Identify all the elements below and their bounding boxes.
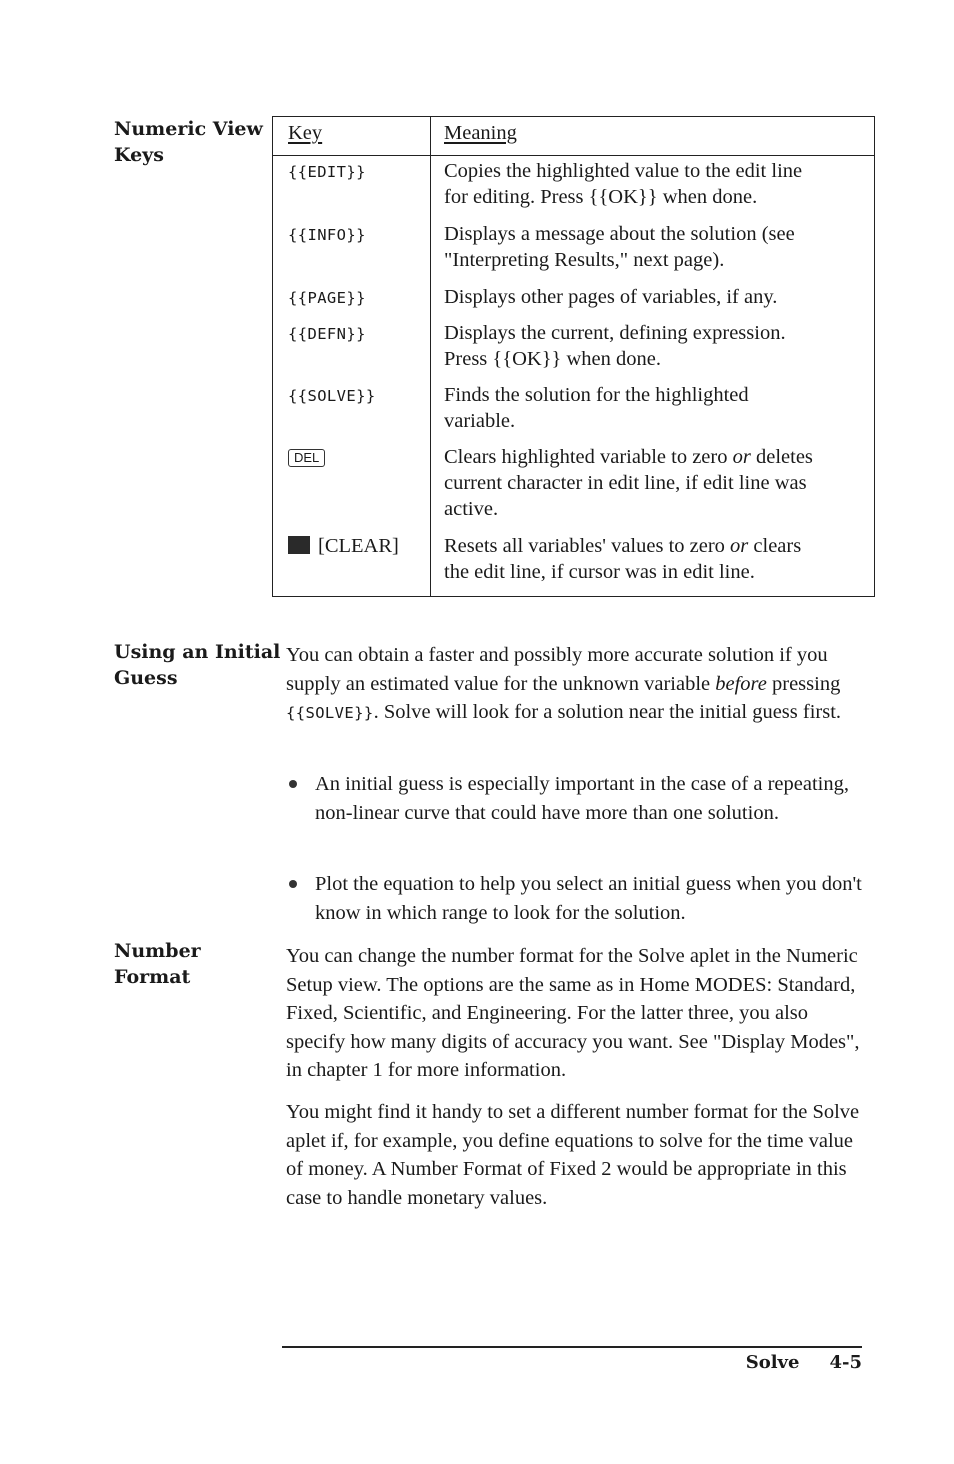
meaning-line: active. xyxy=(444,498,499,520)
table-row-meaning xyxy=(444,158,864,210)
numeric-view-keys-table xyxy=(272,116,875,597)
heading-line: Number xyxy=(114,940,201,962)
heading-line: Guess xyxy=(114,667,178,689)
meaning-line: Finds the solution for the highlighted xyxy=(444,384,749,406)
table-key-edit: {{EDIT}} xyxy=(288,163,366,181)
table-row-meaning xyxy=(444,320,864,372)
section-heading-number-format xyxy=(114,938,284,990)
del-key-icon: DEL xyxy=(288,449,325,467)
table-row-meaning xyxy=(444,533,864,585)
bullet-item xyxy=(286,770,866,827)
number-format-paragraph-2: You might find it handy to set a different number format for the Solve aplet if, for example, you define equations to solve for the time value of money. A Number Format of Fixed 2 would be appropriate in this case to handle monetary values. xyxy=(286,1101,860,1209)
meaning-line: current character in edit line, if edit line was xyxy=(444,472,807,494)
paragraph-emphasis: before xyxy=(715,672,767,695)
table-row-meaning xyxy=(444,444,864,522)
table-row-meaning xyxy=(444,221,864,273)
paragraph-text: You can obtain a faster and possibly more accurate solution if you supply an estimated value for the unknown variable xyxy=(286,644,828,695)
page-footer xyxy=(746,1352,862,1373)
solve-key-ref: {{SOLVE}} xyxy=(286,704,374,722)
heading-line: Using an Initial xyxy=(114,641,281,663)
heading-line: Keys xyxy=(114,144,164,166)
meaning-line: variable. xyxy=(444,410,516,432)
paragraph-text: . Solve will look for a solution near the initial guess first. xyxy=(373,701,842,723)
meaning-line: Copies the highlighted value to the edit line xyxy=(444,160,803,182)
shift-key-icon xyxy=(288,536,310,554)
table-key-clear xyxy=(288,533,423,559)
table-key-solve: {{SOLVE}} xyxy=(288,387,376,405)
footer-chapter: Solve xyxy=(745,1352,800,1373)
heading-line: Format xyxy=(114,966,191,988)
meaning-line: Displays a message about the solution (see xyxy=(444,223,795,245)
meaning-line: Clears highlighted variable to zero or deletes xyxy=(444,446,813,468)
meaning-line: Displays the current, defining expression. xyxy=(444,322,786,344)
bullet-text: An initial guess is especially important in the case of a repeating, non-linear curve that could have more than one solution. xyxy=(315,773,849,824)
clear-key-label: [CLEAR] xyxy=(318,535,399,557)
table-column-divider xyxy=(430,117,431,596)
meaning-line: Displays other pages of variables, if any. xyxy=(444,286,778,308)
bullet-dot-icon xyxy=(289,880,297,888)
meaning-line: for editing. Press {{OK}} when done. xyxy=(444,186,758,208)
table-key-info: {{INFO}} xyxy=(288,226,366,244)
number-format-paragraph-1: You can change the number format for the Solve aplet in the Numeric Setup view. The options are the same as in Home MODES: Standard, Fixed, Scientific, and Engineering. For the latter three, you also specify how many digits of accuracy you want. See "Display Modes", in chapter 1 for more information. xyxy=(286,945,860,1081)
section-heading-initial-guess xyxy=(114,639,284,691)
paragraph-text: pressing xyxy=(766,672,841,695)
meaning-line: Press {{OK}} when done. xyxy=(444,348,662,370)
table-header-meaning: Meaning xyxy=(444,122,517,144)
table-header-divider xyxy=(273,155,874,156)
initial-guess-paragraph xyxy=(286,641,866,728)
bullet-text: Plot the equation to help you select an initial guess when you don't know in which range to look for the solution. xyxy=(315,873,862,924)
table-key-del xyxy=(288,443,423,469)
table-row-meaning xyxy=(444,382,864,434)
meaning-line: Resets all variables' values to zero or clears xyxy=(444,535,802,557)
meaning-line: the edit line, if cursor was in edit line. xyxy=(444,561,755,583)
heading-line: Numeric View xyxy=(114,118,263,140)
section-heading-numeric-view-keys xyxy=(114,116,284,168)
table-header-key: Key xyxy=(288,122,323,144)
table-key-defn: {{DEFN}} xyxy=(288,325,366,343)
bullet-dot-icon xyxy=(289,780,297,788)
bullet-item xyxy=(286,870,866,927)
table-key-page: {{PAGE}} xyxy=(288,289,366,307)
footer-page-number: 4-5 xyxy=(829,1352,862,1373)
meaning-line: "Interpreting Results," next page). xyxy=(444,249,725,271)
footer-rule xyxy=(282,1346,862,1348)
table-row-meaning xyxy=(444,284,864,310)
